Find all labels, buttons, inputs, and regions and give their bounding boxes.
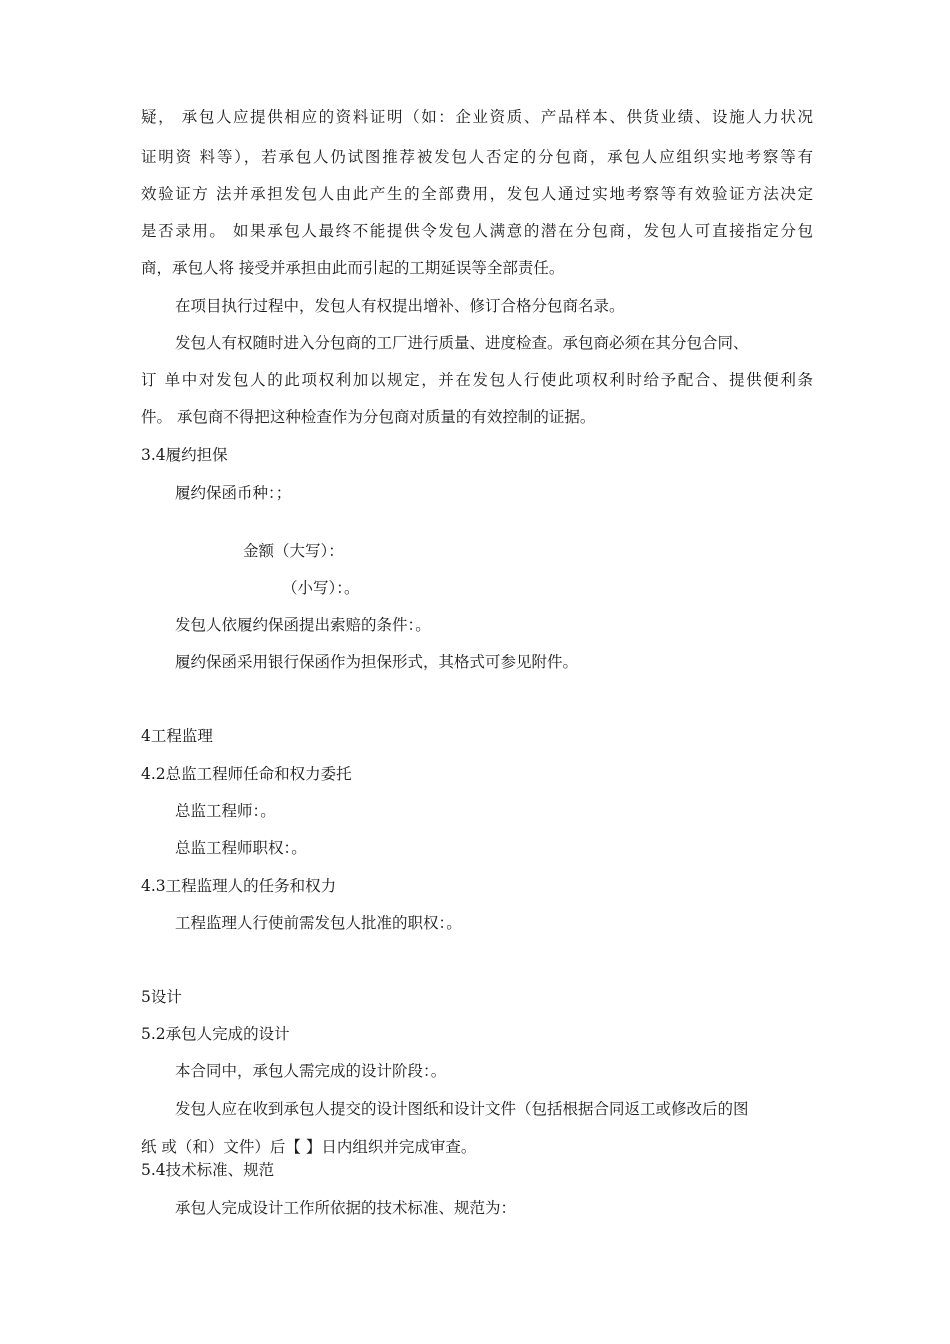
section-heading: 3.4履约担保 bbox=[141, 446, 228, 464]
section-heading: 4.3工程监理人的任务和权力 bbox=[141, 877, 337, 895]
paragraph-line: 本合同中，承包人需完成的设计阶段：。 bbox=[175, 1062, 447, 1080]
paragraph-line: 发包人有权随时进入分包商的工厂进行质量、进度检查。承包商必须在其分包合同、 bbox=[175, 334, 749, 352]
paragraph-line: 发包人应在收到承包人提交的设计图纸和设计文件（包括根据合同返工或修改后的图 bbox=[175, 1100, 749, 1118]
paragraph-line: 件。 承包商不得把这种检查作为分包商对质量的有效控制的证据。 bbox=[141, 408, 596, 426]
paragraph-line: 履约保函币种：； bbox=[175, 484, 292, 502]
paragraph-line: 疑， 承包人应提供相应的资料证明（如：企业资质、产品样本、供货业绩、设施人力状况 bbox=[141, 108, 813, 126]
paragraph-line: 商，承包人将 接受并承担由此而引起的工期延误等全部责任。 bbox=[141, 259, 565, 277]
paragraph-line: 发包人依履约保函提出索赔的条件：。 bbox=[175, 616, 431, 634]
paragraph-line: 纸 或（和）文件）后【 】日内组织并完成审查。 bbox=[141, 1138, 477, 1156]
section-heading: 5设计 bbox=[141, 988, 182, 1006]
paragraph-line: 订 单中对发包人的此项权利加以规定，并在发包人行使此项权利时给予配合、提供便利条 bbox=[141, 371, 813, 389]
section-heading: 4工程监理 bbox=[141, 727, 213, 745]
paragraph-line: 证明资 料等），若承包人仍试图推荐被发包人否定的分包商，承包人应组织实地考察等有 bbox=[141, 148, 813, 166]
paragraph-line: 工程监理人行使前需发包人批准的职权：。 bbox=[175, 914, 462, 932]
paragraph-line: 是否录用。 如果承包人最终不能提供令发包人满意的潜在分包商，发包人可直接指定分包 bbox=[141, 222, 813, 240]
paragraph-line: 在项目执行过程中，发包人有权提出增补、修订合格分包商名录。 bbox=[175, 297, 625, 315]
section-heading: 5.4技术标准、规范 bbox=[141, 1161, 275, 1179]
paragraph-line: 总监工程师职权：。 bbox=[175, 839, 307, 857]
section-heading: 5.2承包人完成的设计 bbox=[141, 1025, 290, 1043]
paragraph-line: 履约保函采用银行保函作为担保形式，其格式可参见附件。 bbox=[175, 653, 579, 671]
paragraph-line: 金额（大写）： bbox=[243, 542, 344, 560]
paragraph-line: 总监工程师：。 bbox=[175, 802, 276, 820]
section-heading: 4.2总监工程师任命和权力委托 bbox=[141, 765, 352, 783]
paragraph-line: 效验证方 法并承担发包人由此产生的全部费用，发包人通过实地考察等有效验证方法决定 bbox=[141, 185, 813, 203]
paragraph-line: （小写）：。 bbox=[282, 579, 360, 597]
paragraph-line: 承包人完成设计工作所依据的技术标准、规范为： bbox=[175, 1199, 517, 1217]
